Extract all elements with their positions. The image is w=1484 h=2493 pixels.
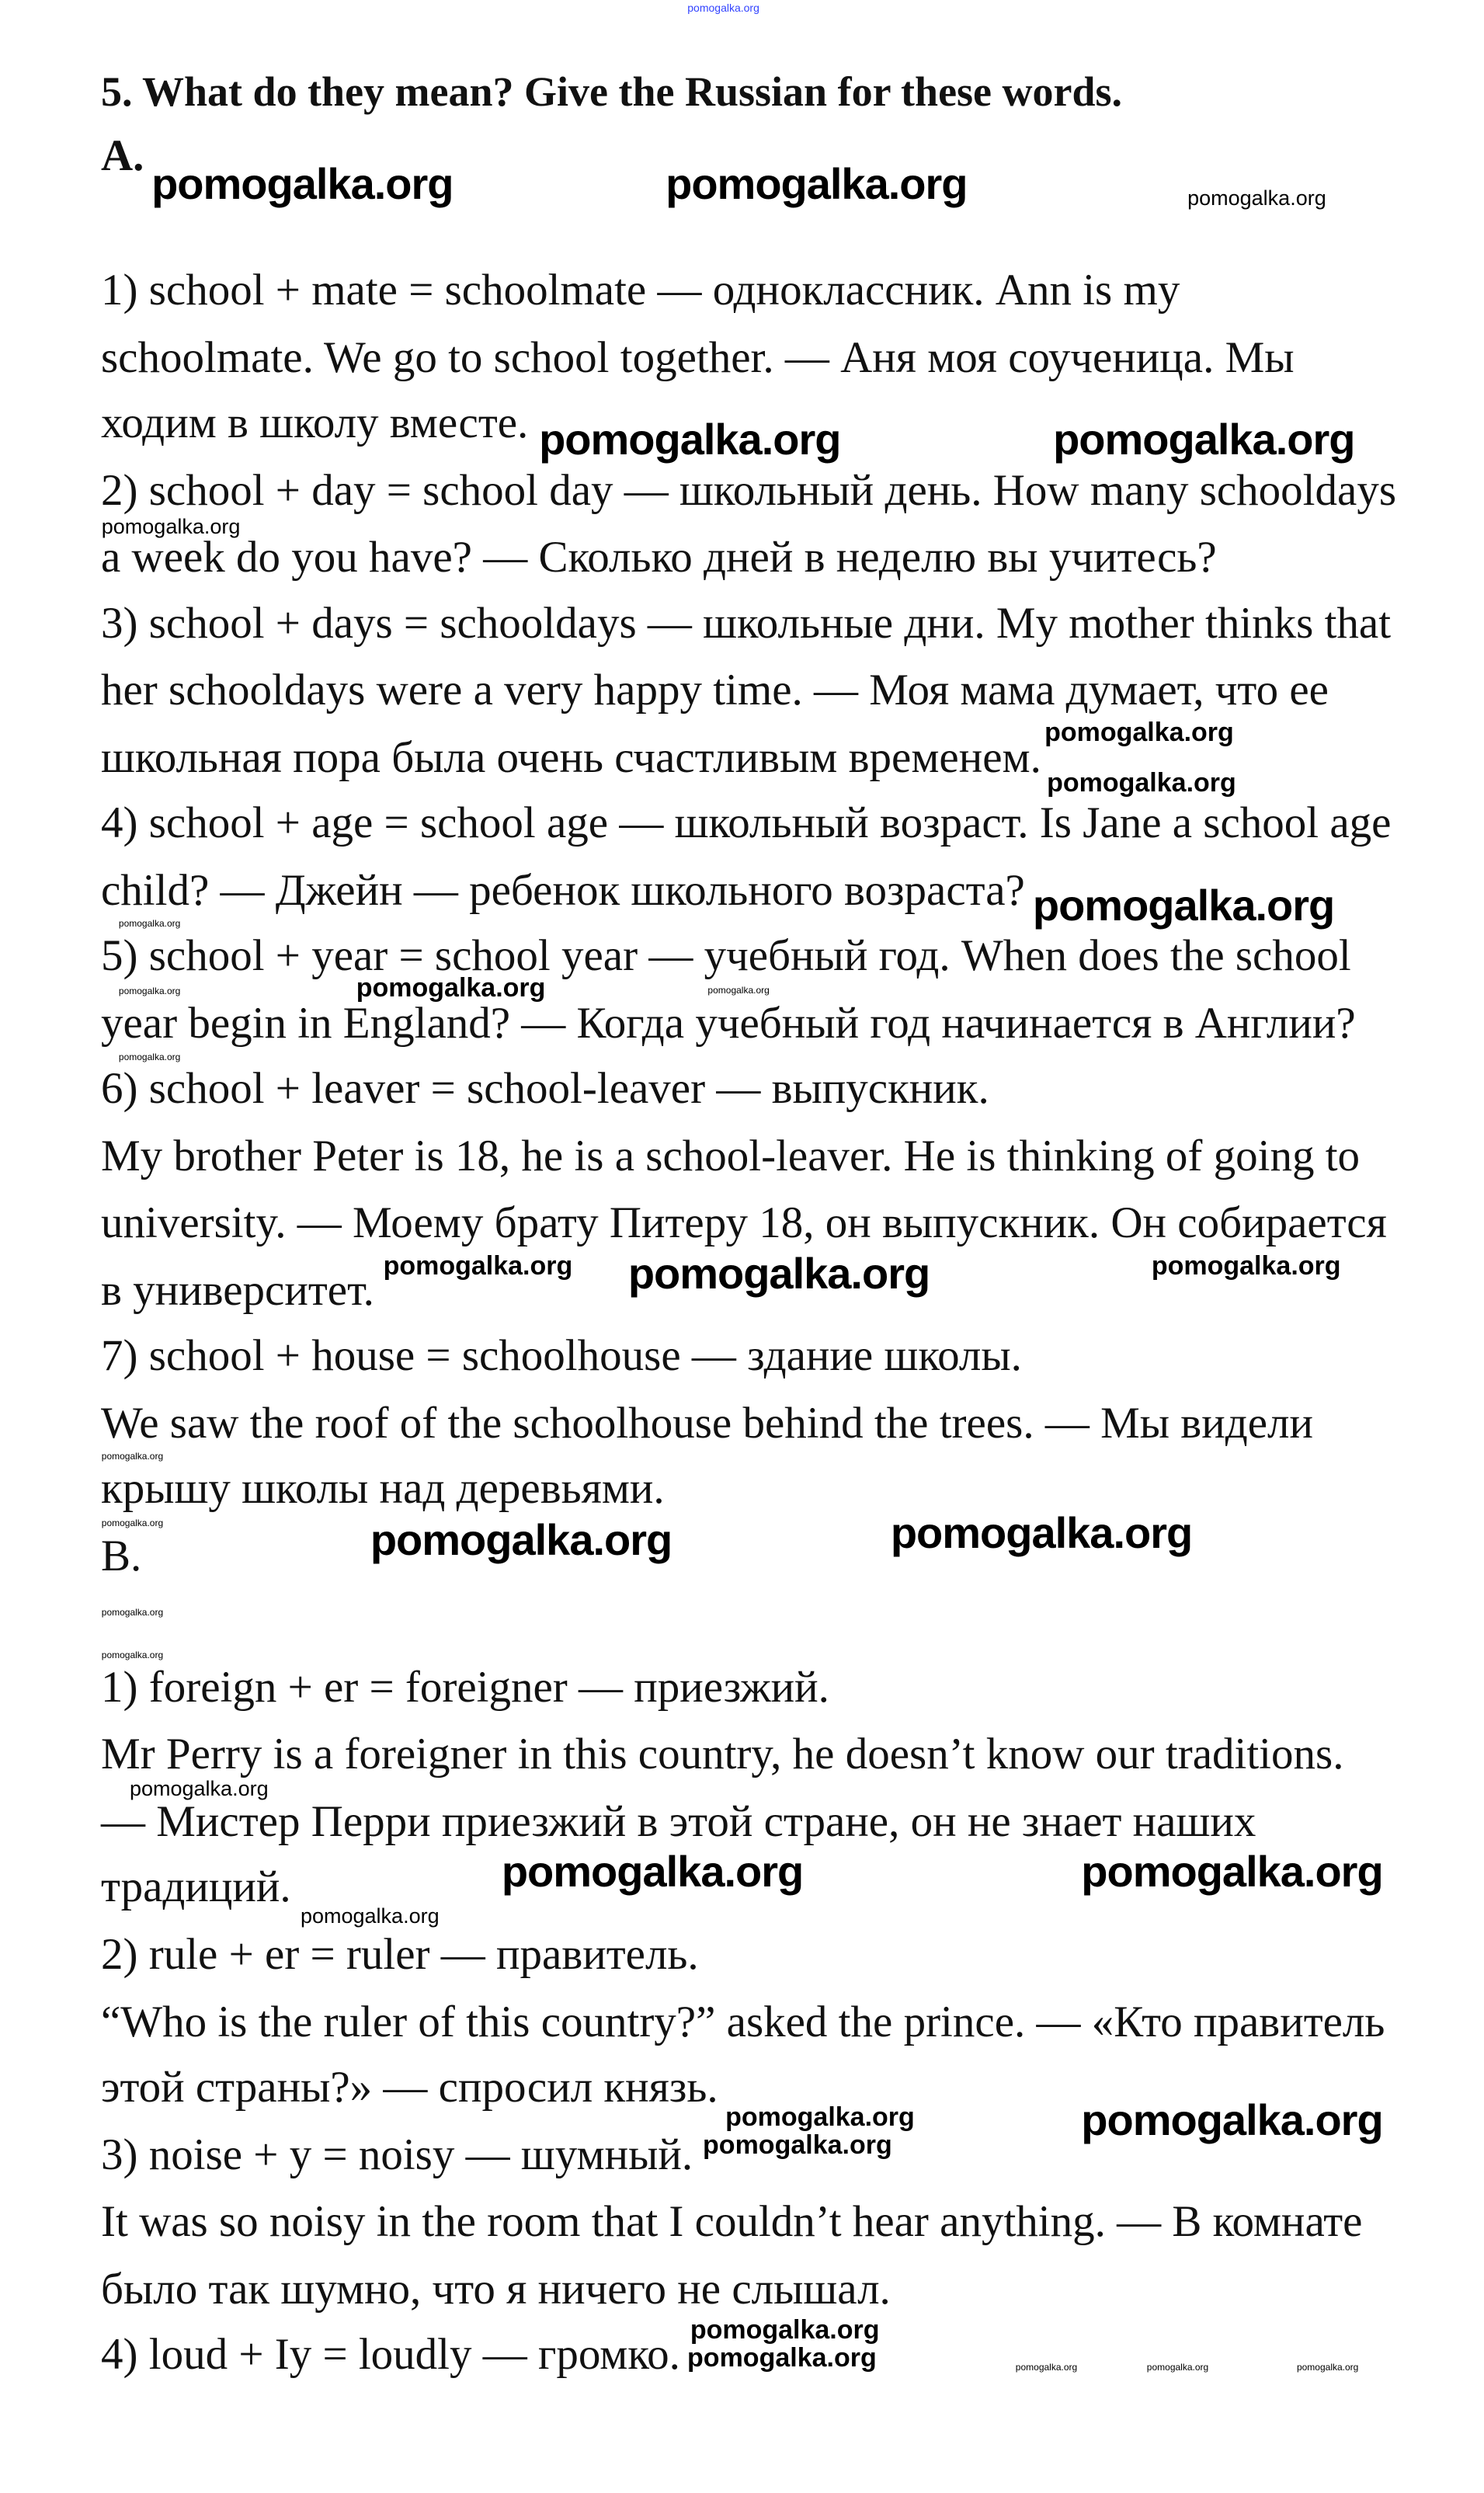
watermark: pomogalka.org xyxy=(129,1777,269,1801)
text-line: 4) school + age = school age — школьный возраст. Is Jane a school age xyxy=(101,798,1392,848)
watermark: pomogalka.org xyxy=(101,1607,164,1619)
watermark: pomogalka.org xyxy=(118,985,181,996)
watermark: pomogalka.org xyxy=(666,159,968,209)
text-line: 6) school + leaver = school-leaver — выпускник. xyxy=(101,1064,989,1114)
watermark: pomogalka.org xyxy=(1032,880,1335,930)
watermark: pomogalka.org xyxy=(383,1250,573,1281)
text-line: ходим в школу вместе. xyxy=(101,398,529,448)
text-line: We saw the roof of the schoolhouse behind the trees. — Мы видели xyxy=(101,1398,1313,1448)
watermark: pomogalka.org xyxy=(1015,2362,1078,2373)
watermark: pomogalka.org xyxy=(687,2,759,15)
watermark: pomogalka.org xyxy=(539,415,841,464)
watermark: pomogalka.org xyxy=(1296,2362,1359,2373)
watermark: pomogalka.org xyxy=(1151,1250,1341,1281)
watermark: pomogalka.org xyxy=(101,1451,164,1462)
text-line: 3) noise + y = noisy — шумный. xyxy=(101,2130,693,2179)
watermark: pomogalka.org xyxy=(707,984,770,996)
text-line: 4) loud + Iy = loudly — громко. xyxy=(101,2330,680,2380)
text-line: 2) school + day = school day — школьный день. How many schooldays xyxy=(101,465,1397,515)
text-line: крышу школы над деревьями. xyxy=(101,1464,665,1514)
watermark: pomogalka.org xyxy=(1053,415,1355,464)
section-label-a: A. xyxy=(101,131,144,181)
text-line: 5) school + year = school year — учебный год. When does the school xyxy=(101,931,1351,981)
watermark: pomogalka.org xyxy=(101,1649,164,1660)
watermark: pomogalka.org xyxy=(1081,2095,1383,2145)
exercise-title: 5. What do they mean? Give the Russian for these words. xyxy=(101,68,1123,115)
text-line: schoolmate. We go to school together. — Аня моя соученица. Мы xyxy=(101,332,1295,382)
watermark: pomogalka.org xyxy=(118,918,181,930)
watermark: pomogalka.org xyxy=(890,1507,1193,1557)
text-line: 3) school + days = schooldays — школьные дни. My mother thinks that xyxy=(101,598,1392,648)
text-line: в университет. xyxy=(101,1265,374,1315)
text-line: — Мистер Перри приезжий в этой стране, он не знает наших xyxy=(101,1796,1256,1846)
text-line: a week do you have? — Сколько дней в неделю вы учитесь? xyxy=(101,533,1217,582)
text-line: школьная пора была очень счастливым временем. xyxy=(101,732,1041,782)
text-line: My brother Peter is 18, he is a school-leaver. He is thinking of going to xyxy=(101,1131,1361,1180)
watermark: pomogalka.org xyxy=(501,1847,804,1897)
watermark: pomogalka.org xyxy=(627,1248,930,1298)
watermark: pomogalka.org xyxy=(703,2130,892,2161)
watermark: pomogalka.org xyxy=(370,1514,672,1564)
text-line: child? — Джейн — ребенок школьного возраста? xyxy=(101,865,1025,915)
section-label-b: B. xyxy=(101,1531,142,1580)
watermark: pomogalka.org xyxy=(725,2102,915,2133)
watermark: pomogalka.org xyxy=(1187,186,1326,210)
text-line: Mr Perry is a foreigner in this country, he doesn’t know our traditions. xyxy=(101,1730,1344,1779)
watermark: pomogalka.org xyxy=(151,159,454,209)
text-line: традиций. xyxy=(101,1862,291,1912)
text-line: “Who is the ruler of this country?” asked the prince. — «Кто правитель xyxy=(101,1997,1385,2046)
text-line: 1) school + mate = schoolmate — одноклассник. Ann is my xyxy=(101,266,1180,315)
watermark: pomogalka.org xyxy=(118,1052,181,1063)
watermark: pomogalka.org xyxy=(1047,768,1236,798)
text-line: It was so noisy in the room that I couldn’t hear anything. — В комнате xyxy=(101,2197,1363,2247)
watermark: pomogalka.org xyxy=(690,2314,880,2345)
watermark: pomogalka.org xyxy=(101,1517,164,1528)
text-line: 2) rule + er = ruler — правитель. xyxy=(101,1930,699,1979)
watermark: pomogalka.org xyxy=(101,514,241,538)
text-line: 7) school + house = schoolhouse — здание школы. xyxy=(101,1331,1022,1381)
text-line: her schooldays were a very happy time. — Моя мама думает, что ее xyxy=(101,666,1329,715)
text-line: year begin in England? — Когда учебный год начинается в Англии? xyxy=(101,998,1356,1048)
watermark: pomogalka.org xyxy=(300,1904,440,1928)
watermark: pomogalka.org xyxy=(356,972,546,1003)
text-line: 1) foreign + er = foreigner — приезжий. xyxy=(101,1662,829,1712)
watermark: pomogalka.org xyxy=(1146,2362,1209,2373)
watermark: pomogalka.org xyxy=(1081,1847,1383,1897)
text-line: этой страны?» — спросил князь. xyxy=(101,2063,718,2112)
text-line: university. — Моему брату Питеру 18, он выпускник. Он собирается xyxy=(101,1198,1387,1248)
watermark: pomogalka.org xyxy=(1044,717,1234,747)
text-line: было так шумно, что я ничего не слышал. xyxy=(101,2264,891,2314)
watermark: pomogalka.org xyxy=(687,2342,877,2373)
